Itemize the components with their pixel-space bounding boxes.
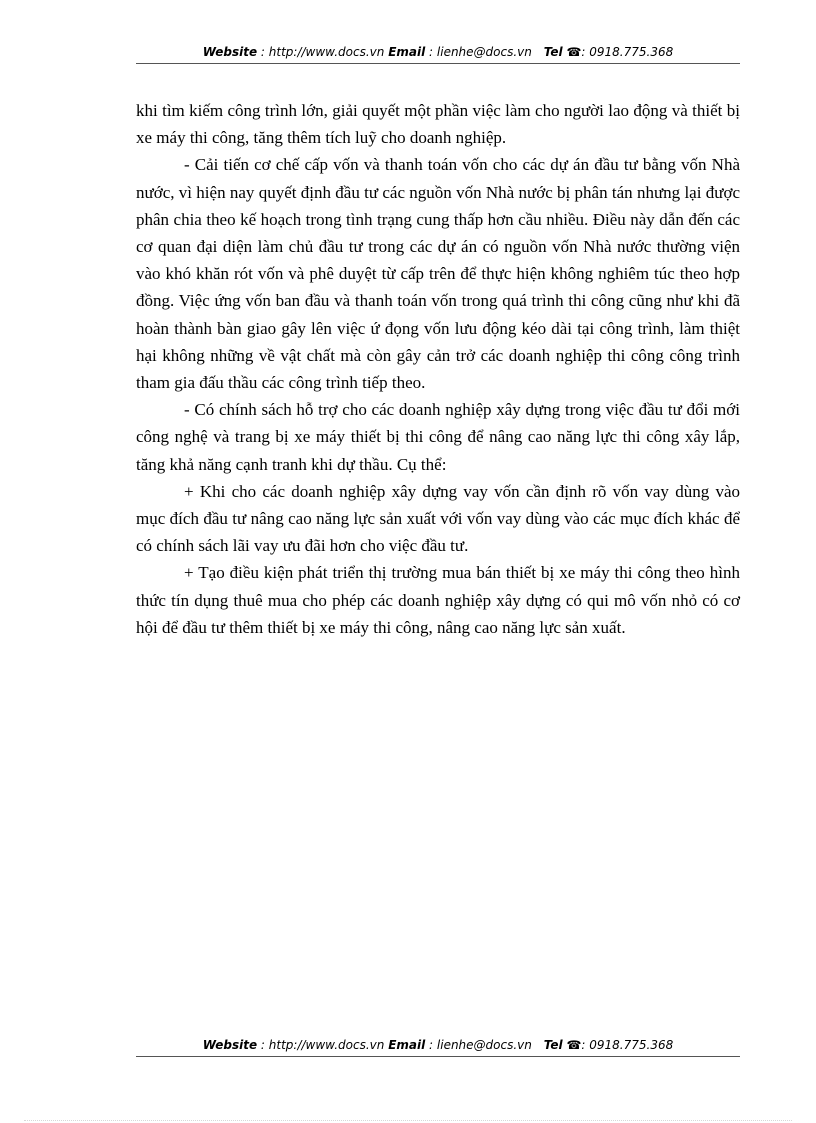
header-tel-label: Tel [543, 45, 563, 59]
page-bottom-edge [24, 1120, 792, 1121]
page-footer [136, 1037, 740, 1057]
header-tel-value: : 0918.775.368 [581, 45, 674, 59]
footer-email-label: Email [388, 1038, 426, 1052]
page-header [136, 44, 740, 64]
header-website-label: Website [202, 45, 258, 59]
paragraph-continuation: khi tìm kiếm công trình lớn, giải quyết một phần việc làm cho người lao động và thiết bị xe máy thi công, tăng thêm tích luỹ cho doanh nghiệp. [136, 101, 740, 148]
footer-tel-label: Tel [543, 1038, 563, 1052]
footer-website-label: Website [202, 1038, 258, 1052]
document-body [136, 97, 740, 641]
header-email-link[interactable]: : lienhe@docs.vn [429, 45, 532, 59]
footer-email-link[interactable]: : lienhe@docs.vn [429, 1038, 532, 1052]
telephone-icon: ☎ [566, 1038, 582, 1052]
paragraph-equipment-market: + Tạo điều kiện phát triển thị trường mua bán thiết bị xe máy thi công theo hình thức tín dụng thuê mua cho phép các doanh nghiệp xây dựng có qui mô vốn nhỏ có cơ hội để đầu tư thêm thiết bị xe máy thi công, nâng cao năng lực sản xuất. [136, 563, 740, 637]
header-email-label: Email [388, 45, 426, 59]
header-website-link[interactable]: : http://www.docs.vn [260, 45, 385, 59]
paragraph-support-policy: - Có chính sách hỗ trợ cho các doanh nghiệp xây dựng trong việc đầu tư đổi mới công nghệ và trang bị xe máy thiết bị thi công để nâng cao năng lực thi công xây lắp, tăng khả năng cạnh tranh khi dự thầu. Cụ thể: [136, 400, 740, 474]
paragraph-loan-purpose: + Khi cho các doanh nghiệp xây dựng vay vốn cần định rõ vốn vay dùng vào mục đích đầu tư nâng cao năng lực sản xuất với vốn vay dùng vào các mục đích khác để có chính sách lãi vay ưu đãi hơn cho việc đầu tư. [136, 481, 740, 556]
telephone-icon: ☎ [566, 45, 582, 59]
paragraph-capital-allocation: - Cải tiến cơ chế cấp vốn và thanh toán vốn cho các dự án đầu tư bằng vốn Nhà nước, vì hiện nay quyết định đầu tư các nguồn vốn Nhà nước bị phân tán nhưng lại được phân chia theo kế hoạch trong tình trạng cung thấp hơn cầu nhiều. Điều này dẫn đến các cơ quan đại diện làm chủ đầu tư trong các dự án có nguồn vốn Nhà nước thường viện vào khó khăn rót vốn và phê duyệt từ cấp trên để thực hiện không nghiêm túc theo hợp đồng. Việc ứng vốn ban đầu và thanh toán vốn trong quá trình thi công cũng như khi đã hoàn thành bàn giao gây lên việc ứ đọng vốn lưu động kéo dài tại công trình, làm thiệt hại không những về vật chất mà còn gây cản trở các doanh nghiệp thi công công trình tham gia đấu thầu các công trình tiếp theo. [136, 155, 740, 393]
footer-website-link[interactable]: : http://www.docs.vn [260, 1038, 385, 1052]
footer-tel-value: : 0918.775.368 [581, 1038, 674, 1052]
